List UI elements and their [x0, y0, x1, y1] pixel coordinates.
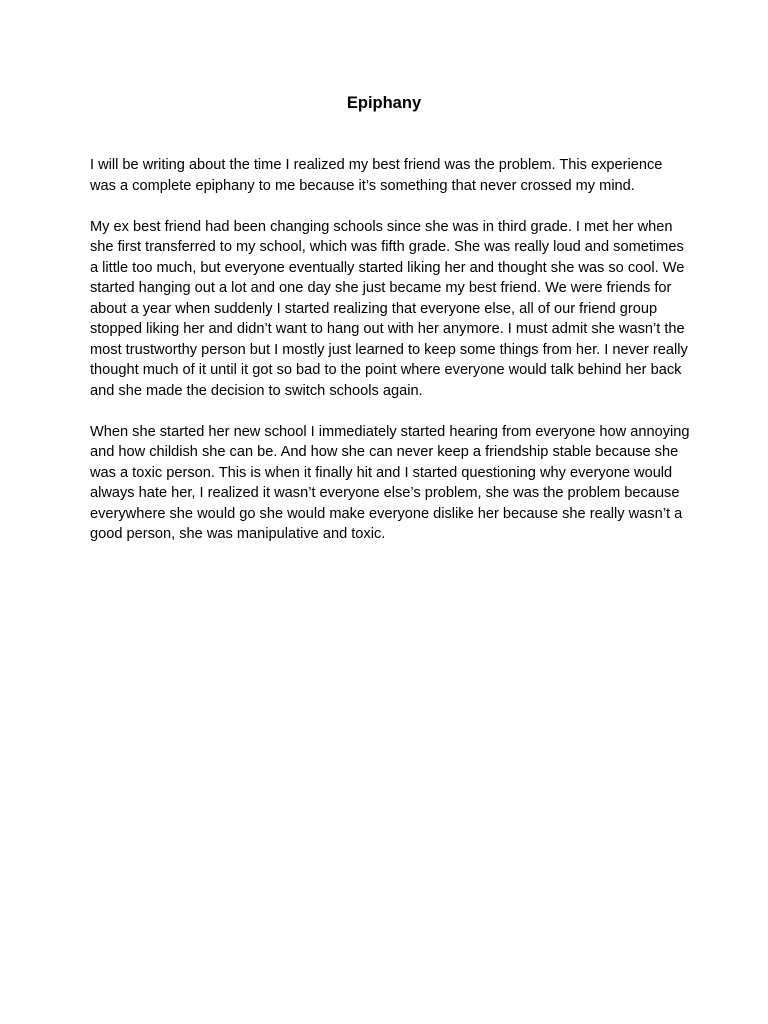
document-title: Epiphany — [346, 94, 422, 112]
paragraph-1: I will be writing about the time I realized my best friend was the problem. This experience was a complete epiphany to me because it’s something that never crossed my mind. — [90, 157, 663, 194]
paragraph-3: When she started her new school I immediately started hearing from everyone how annoying and how childish she can be. And how she can never keep a friendship stable because she was a toxic person. This is when it finally hit and I started questioning why everyone would always hate her, I realized it wasn’t everyone else’s problem, she was the problem because everywhere she would go she would make everyone dislike her because she really wasn’t a good person, she was manipulative and toxic. — [90, 423, 690, 542]
paragraph-2: My ex best friend had been changing schools since she was in third grade. I met her when she first transferred to my school, which was fifth grade. She was really loud and sometimes a little too much, but everyone eventually started liking her and thought she was so cool. We started hanging out a lot and one day she just became my best friend. We were friends for about a year when suddenly I started realizing that everyone else, all of our friend group stopped liking her and didn’t want to hang out with her anymore. I must admit she wasn’t the most trustworthy person but I mostly just learned to keep some things from her. I never really thought much of it until it got so bad to the point where everyone would talk behind her back and she made the decision to switch schools again. — [90, 218, 688, 399]
document-body — [90, 155, 690, 565]
